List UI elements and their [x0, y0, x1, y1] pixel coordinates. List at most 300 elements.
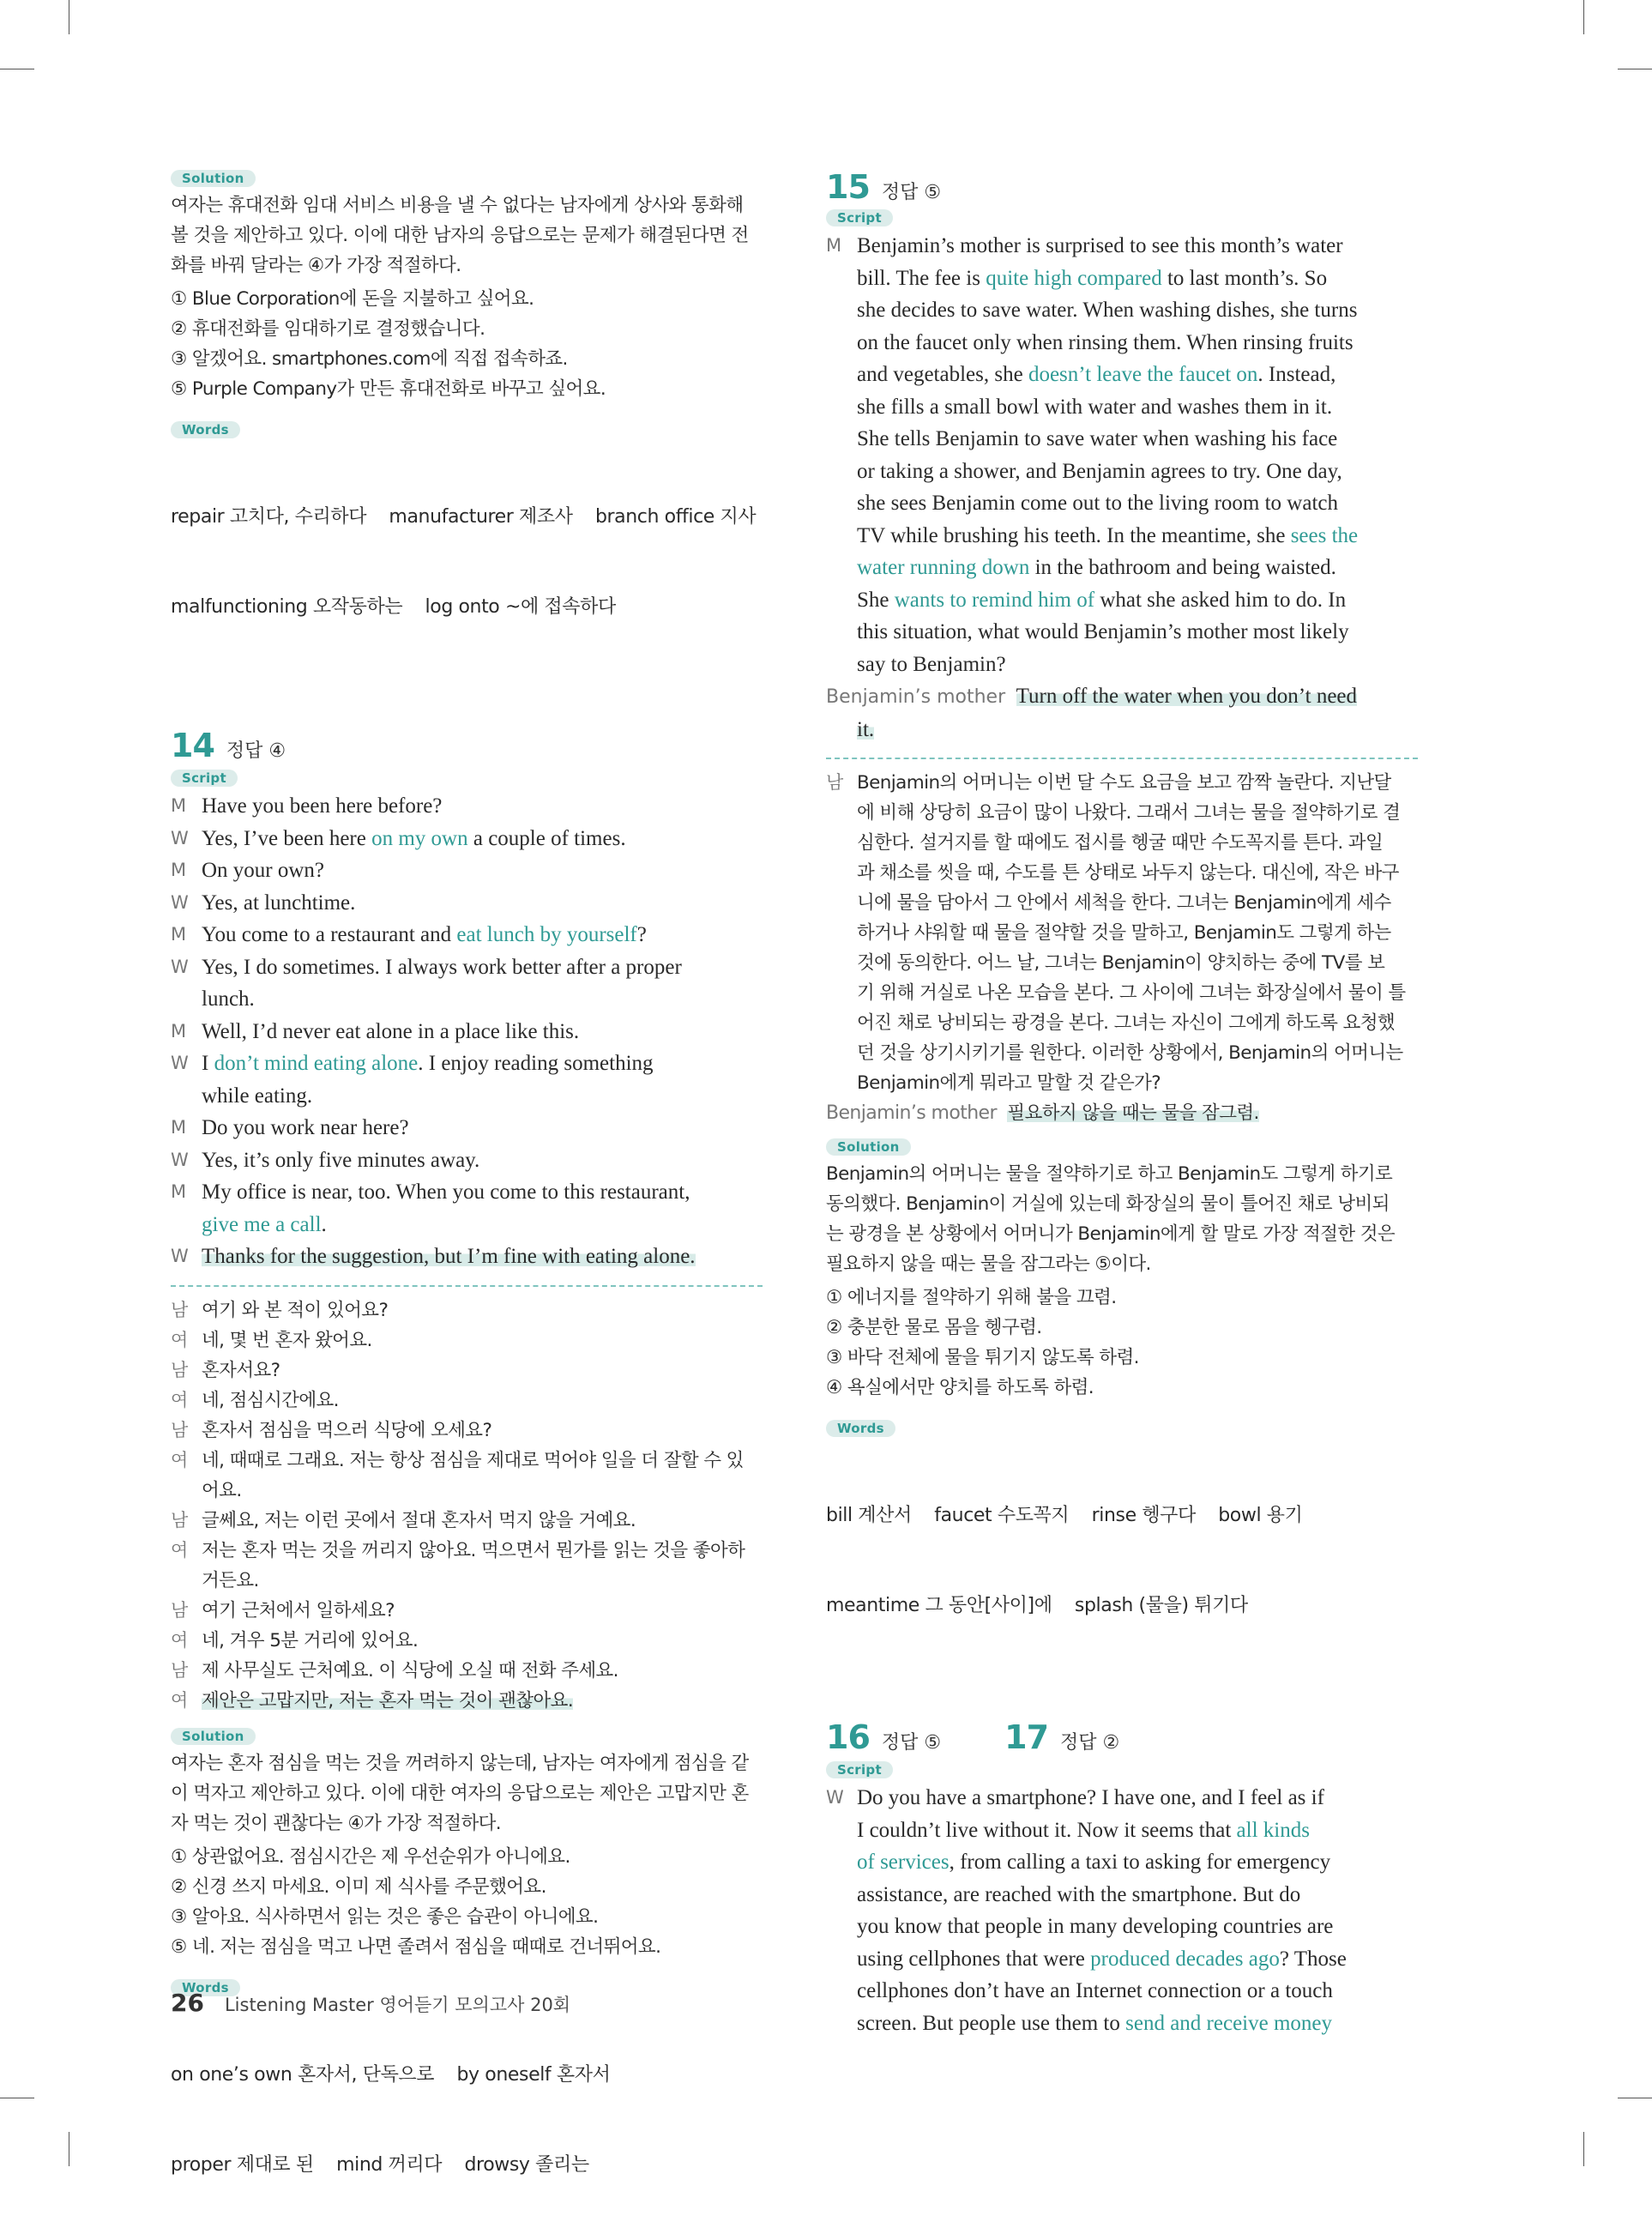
- speaker-label: [826, 1814, 857, 1847]
- text-run: Do you work near here?: [202, 1116, 409, 1139]
- script-text: [857, 487, 1418, 520]
- script-text: [857, 552, 1418, 584]
- solution-line: 여자는 휴대전화 임대 서비스 비용을 낼 수 없다는 남자에게 상사와 통화해: [171, 195, 744, 216]
- script-line: [171, 854, 763, 887]
- korean-line: [171, 1476, 763, 1506]
- text-run: 혼자서 점심을 먹으러 식당에 오세요?: [202, 1419, 492, 1441]
- korean-text: [202, 1355, 763, 1386]
- script-text: [202, 1048, 763, 1080]
- speaker-label: 여: [171, 1689, 188, 1711]
- option-item: ② 휴대전화를 임대하기로 결정했습니다.: [171, 318, 485, 340]
- speaker-label: M: [171, 795, 187, 816]
- text-run: lunch.: [202, 987, 255, 1011]
- solution-line: 이 먹자고 제안하고 있다. 이에 대한 여자의 응답으로는 제안은 고맙지만 혼: [171, 1782, 749, 1804]
- script-text: [857, 2008, 1418, 2040]
- korean-line: [171, 1686, 763, 1716]
- script-line: [826, 552, 1418, 584]
- script-line: [826, 1846, 1418, 1879]
- speaker-label: [826, 263, 857, 295]
- question-number: 16: [826, 1718, 870, 1756]
- words-list: [171, 2000, 763, 2240]
- speaker-label: [171, 983, 202, 1016]
- solution-line: Benjamin의 어머니는 물을 절약하기로 하고 Benjamin도 그렇게 하기로: [826, 1163, 1393, 1185]
- script-text: [857, 1911, 1418, 1943]
- solution-line: 자 먹는 것이 괜찮다는 ④가 가장 적절하다.: [171, 1812, 502, 1834]
- korean-text: [202, 1325, 763, 1355]
- key-phrase: water running down: [857, 556, 1030, 579]
- script-line: [826, 294, 1418, 327]
- korean-line: [171, 1566, 763, 1596]
- text-run: Yes, it’s only five minutes away.: [202, 1148, 480, 1172]
- script-line: [171, 1209, 763, 1241]
- korean-text: [202, 1416, 763, 1446]
- korean-line: Benjamin의 어머니는 이번 달 수도 요금을 보고 깜짝 놀란다. 지난달: [857, 772, 1391, 794]
- text-run: a couple of times.: [467, 826, 626, 850]
- key-phrase: produced decades ago: [1090, 1947, 1280, 1971]
- key-phrase: of services: [857, 1851, 950, 1874]
- script-line: [171, 823, 763, 855]
- words-tag: Words: [171, 1979, 240, 1996]
- solution-tag: Solution: [171, 1728, 256, 1745]
- text-run: TV while brushing his teeth. In the meantime, she: [857, 523, 1291, 547]
- options-list: [171, 1842, 763, 1962]
- option-item: ③ 바닥 전체에 물을 튀기지 않도록 하렴.: [826, 1347, 1139, 1368]
- speaker-label: [826, 584, 857, 617]
- script-text: [857, 1782, 1418, 1814]
- korean-text: [202, 1686, 763, 1716]
- speaker-label: M: [171, 924, 187, 945]
- korean-line: 던 것을 상기시키기를 원한다. 이러한 상황에서, Benjamin의 어머니는: [857, 1042, 1403, 1064]
- key-phrase: sees the: [1290, 523, 1359, 547]
- korean-line: [171, 1446, 763, 1476]
- text-run: 제 사무실도 근처예요. 이 식당에 오실 때 전화 주세요.: [202, 1659, 618, 1682]
- speaker-label: 남: [171, 1419, 188, 1440]
- question-header: [826, 1718, 1418, 1756]
- solution-text: [826, 1159, 1418, 1279]
- divider: [826, 758, 1418, 759]
- script-line: [171, 919, 763, 951]
- words-list: [171, 442, 763, 682]
- text-run: cellphones don’t have an Internet connection or a touch: [857, 1979, 1333, 2002]
- speaker-label: W: [171, 956, 189, 977]
- script-line: [171, 1176, 763, 1209]
- text-run: 네, 겨우 5분 거리에 있어요.: [202, 1629, 419, 1651]
- text-run: you know that people in many developing countries are: [857, 1915, 1334, 1938]
- text-run: this situation, what would Benjamin’s mother most likely: [857, 620, 1349, 643]
- korean-text: [202, 1506, 763, 1536]
- speaker-label: 남: [826, 772, 843, 793]
- speaker-label: 여: [171, 1329, 188, 1350]
- text-run: bill. The fee is: [857, 266, 986, 290]
- korean-text: [202, 1656, 763, 1686]
- korean-line: 것에 동의한다. 어느 날, 그녀는 Benjamin이 양치하는 중에 TV를 보: [857, 952, 1385, 974]
- option-item: ③ 알아요. 식사하면서 읽는 것은 좋은 습관이 아니에요.: [171, 1905, 599, 1928]
- option-item: ② 신경 쓰지 마세요. 이미 제 식사를 주문했어요.: [171, 1875, 546, 1898]
- speaker-label: 남: [171, 1509, 188, 1531]
- speaker-label: W: [171, 1246, 189, 1266]
- speaker-label: W: [171, 827, 189, 848]
- script-text: [857, 584, 1418, 617]
- script-line: [826, 1911, 1418, 1943]
- q13-words-section: [171, 421, 763, 682]
- text-run: I couldn’t live without it. Now it seems that: [857, 1818, 1237, 1842]
- key-phrase: doesn’t leave the faucet on: [1028, 363, 1258, 386]
- korean-line: 하거나 샤워할 때 물을 절약할 것을 말하고, Benjamin도 그렇게 하는: [857, 922, 1391, 944]
- speaker-label: [826, 1846, 857, 1879]
- script-text: [202, 854, 763, 887]
- speaker-label: M: [171, 1020, 187, 1042]
- korean-line: 에 비해 상당히 요금이 많이 나왔다. 그래서 그녀는 물을 절약하기로 결: [857, 802, 1401, 824]
- script-line: [171, 1112, 763, 1144]
- answer-text: Turn off the water when you don’t need: [1016, 685, 1358, 708]
- question-15: [826, 168, 1418, 1681]
- speaker-label: [826, 391, 857, 424]
- script-line: [171, 1241, 763, 1273]
- text-run: and vegetables, she: [857, 363, 1028, 386]
- speaker-label: 여: [171, 1449, 188, 1470]
- page-number: 26: [171, 1989, 204, 2017]
- korean-translation: [826, 768, 1418, 1098]
- korean-text: [202, 1446, 763, 1476]
- text-run: Do you have a smartphone? I have one, and I feel as if: [857, 1786, 1324, 1809]
- script-text: [857, 1846, 1418, 1879]
- speaker-label: [826, 487, 857, 520]
- script-text: [202, 887, 763, 920]
- solution-line: 볼 것을 제안하고 있다. 이에 대한 남자의 응답으로는 문제가 해결된다면 전: [171, 225, 749, 246]
- script-line: [826, 1975, 1418, 2008]
- korean-line: Benjamin에게 뭐라고 말할 것 같은가?: [857, 1072, 1161, 1094]
- q14-solution-section: [171, 1728, 763, 1962]
- korean-text: [202, 1596, 763, 1626]
- text-run: on the faucet only when rinsing them. When rinsing fruits: [857, 330, 1354, 354]
- script-text: [202, 1144, 763, 1177]
- text-run: 네, 때때로 그래요. 저는 항상 점심을 제대로 먹어야 일을 더 잘할 수 있: [202, 1449, 744, 1471]
- korean-text: [857, 768, 1418, 1098]
- korean-text: [202, 1566, 763, 1596]
- words-line: bill 계산서 faucet 수도꼭지 rinse 헹구다 bowl 용기: [826, 1505, 1303, 1526]
- script-line: [171, 887, 763, 920]
- speaker-label: [826, 552, 857, 584]
- script-text: [857, 1943, 1418, 1976]
- text-run: 네, 점심시간에요.: [202, 1389, 339, 1411]
- script-text: [857, 423, 1418, 456]
- speaker-label: [826, 1975, 857, 2008]
- korean-line: [171, 1536, 763, 1566]
- q13-solution-section: [171, 170, 763, 404]
- script-line: [171, 790, 763, 823]
- speaker-label: [171, 1476, 202, 1506]
- script-monologue: [826, 230, 1418, 680]
- text-run: You come to a restaurant and: [202, 923, 457, 946]
- script-line: [826, 230, 1418, 263]
- text-run: in the bathroom and being waisted.: [1029, 556, 1336, 579]
- option-item: ② 충분한 물로 몸을 헹구렴.: [826, 1317, 1042, 1338]
- korean-answer-line: [826, 1098, 1418, 1128]
- words-line: proper 제대로 된 mind 꺼리다 drowsy 졸리는: [171, 2153, 589, 2176]
- script-tag: Script: [826, 209, 893, 226]
- speaker-label: [826, 423, 857, 456]
- speaker-label: [826, 327, 857, 359]
- key-phrase: quite high compared: [986, 266, 1162, 290]
- script-line: [826, 520, 1418, 552]
- text-run: Yes, at lunchtime.: [202, 891, 356, 915]
- korean-line: [171, 1355, 763, 1386]
- words-line: repair 고치다, 수리하다 manufacturer 제조사 branch office 지사: [171, 506, 757, 528]
- script-monologue: [826, 1782, 1418, 2039]
- text-run: 저는 혼자 먹는 것을 꺼리지 않아요. 먹으면서 뭔가를 읽는 것을 좋아하: [202, 1539, 745, 1561]
- script-text: [202, 1016, 763, 1048]
- korean-text: [202, 1536, 763, 1566]
- option-item: ① Blue Corporation에 돈을 지불하고 싶어요.: [171, 288, 534, 310]
- script-text: [202, 1080, 763, 1113]
- speaker-label: [826, 616, 857, 649]
- speaker-label: M: [171, 860, 187, 880]
- speaker-label: [826, 1879, 857, 1911]
- q15-words-section: [826, 1420, 1418, 1681]
- option-item: ⑤ Purple Company가 만든 휴대전화로 바꾸고 싶어요.: [171, 378, 606, 400]
- solution-line: 여자는 혼자 점심을 먹는 것을 꺼려하지 않는데, 남자는 여자에게 점심을 같: [171, 1752, 749, 1774]
- script-line: [826, 456, 1418, 488]
- script-line: [826, 584, 1418, 617]
- speaker-label: M: [171, 1117, 187, 1138]
- korean-line: [171, 1656, 763, 1686]
- answer-label: 정답 ⑤: [881, 182, 942, 203]
- text-run: or taking a shower, and Benjamin agrees to try. One day,: [857, 459, 1342, 483]
- speaker-label: [171, 1566, 202, 1596]
- speaker-label: M: [826, 235, 842, 256]
- solution-tag: Solution: [826, 1138, 911, 1156]
- script-line: [826, 327, 1418, 359]
- script-line: [826, 616, 1418, 649]
- text-run: She tells Benjamin to save water when washing his face: [857, 427, 1338, 450]
- script-line: [826, 1782, 1418, 1814]
- script-text: [857, 294, 1418, 327]
- speaker-label: [826, 649, 857, 681]
- text-run: using cellphones that were: [857, 1947, 1091, 1971]
- script-line: [826, 1814, 1418, 1847]
- script-text: [857, 1879, 1418, 1911]
- script-line: [826, 1943, 1418, 1976]
- speaker-label: [826, 1943, 857, 1976]
- script-line: [171, 983, 763, 1016]
- text-run: I: [202, 1052, 214, 1075]
- words-line: on one’s own 혼자서, 단독으로 by oneself 혼자서: [171, 2063, 611, 2086]
- question-number: 17: [1004, 1718, 1049, 1756]
- script-text: [202, 983, 763, 1016]
- option-item: ① 에너지를 절약하기 위해 불을 끄렴.: [826, 1287, 1117, 1308]
- korean-text: [202, 1295, 763, 1325]
- option-item: ③ 알겠어요. smartphones.com에 직접 접속하죠.: [171, 348, 568, 370]
- text-run: 여기 와 본 적이 있어요?: [202, 1299, 389, 1321]
- korean-line: [171, 1596, 763, 1626]
- text-run: . I enjoy reading something: [418, 1052, 654, 1075]
- speaker-label: [171, 1080, 202, 1113]
- text-run: say to Benjamin?: [857, 652, 1006, 676]
- text-run: She: [857, 588, 895, 612]
- korean-text: [202, 1626, 763, 1656]
- solution-text: [171, 190, 763, 281]
- script-text: [857, 327, 1418, 359]
- answer-label: 정답 ④: [226, 740, 286, 762]
- answer-text: Thanks for the suggestion, but I’m fine with eating alone.: [202, 1245, 696, 1268]
- text-run: what she asked him to do. In: [1094, 588, 1347, 612]
- speaker-label: [826, 520, 857, 552]
- korean-line: [171, 1386, 763, 1416]
- speaker-label: [826, 294, 857, 327]
- script-text: [857, 520, 1418, 552]
- speaker-label: [826, 2008, 857, 2040]
- script-tag: Script: [171, 770, 238, 787]
- korean-text: [202, 1476, 763, 1506]
- korean-translation: [171, 1295, 763, 1716]
- text-run: On your own?: [202, 859, 325, 882]
- page-footer: [171, 1989, 570, 2017]
- text-run: 어요.: [202, 1479, 242, 1501]
- text-run: My office is near, too. When you come to this restaurant,: [202, 1180, 690, 1204]
- text-run: she sees Benjamin come out to the living room to watch: [857, 492, 1338, 515]
- question-number: 14: [171, 727, 214, 764]
- speaker-label: W: [171, 891, 189, 913]
- key-phrase: eat lunch by yourself: [456, 923, 637, 946]
- solution-line: 필요하지 않을 때는 물을 잠그라는 ⑤이다.: [826, 1253, 1151, 1275]
- answer-speaker: Benjamin’s mother: [826, 1102, 997, 1124]
- script-text: [857, 616, 1418, 649]
- words-tag: Words: [826, 1420, 895, 1437]
- q15-solution-section: [826, 1138, 1418, 1403]
- text-run: .: [321, 1212, 327, 1236]
- answer-speaker: Benjamin’s mother: [826, 686, 1006, 708]
- script-text: [857, 1975, 1418, 2008]
- book-title: Listening Master 영어듣기 모의고사 20회: [224, 1995, 571, 2015]
- words-tag: Words: [171, 421, 240, 438]
- korean-line: 심한다. 설거지를 할 때에도 접시를 헹굴 때만 수도꼭지를 튼다. 과일: [857, 832, 1384, 854]
- answer-text: it.: [857, 717, 875, 741]
- script-line: [826, 359, 1418, 391]
- question-header: [826, 168, 1418, 206]
- script-line: [826, 1879, 1418, 1911]
- korean-line: [171, 1506, 763, 1536]
- speaker-label: [826, 456, 857, 488]
- text-run: Yes, I’ve been here: [202, 826, 372, 850]
- speaker-label: 여: [171, 1629, 188, 1651]
- script-line: [171, 1016, 763, 1048]
- answer-line: [826, 680, 1418, 746]
- script-tag: Script: [826, 1761, 893, 1778]
- script-text: [857, 456, 1418, 488]
- text-run: while eating.: [202, 1084, 313, 1108]
- text-run: 글쎄요, 저는 이런 곳에서 절대 혼자서 먹지 않을 거예요.: [202, 1509, 636, 1531]
- divider: [171, 1285, 763, 1287]
- options-list: [171, 284, 763, 404]
- script-text: [202, 1112, 763, 1144]
- key-phrase: on my own: [371, 826, 468, 850]
- words-list: [826, 1440, 1418, 1681]
- script-text: [202, 1241, 763, 1273]
- answer-label: 정답 ⑤: [881, 1732, 942, 1754]
- speaker-label: M: [171, 1181, 187, 1202]
- text-run: , from calling a taxi to asking for emergency: [949, 1851, 1331, 1874]
- script-dialogue: [171, 790, 763, 1273]
- script-text: [202, 951, 763, 984]
- text-run: 네, 몇 번 혼자 왔어요.: [202, 1329, 372, 1351]
- script-text: [857, 1814, 1418, 1847]
- script-text: [202, 919, 763, 951]
- text-run: Benjamin’s mother is surprised to see this month’s water: [857, 234, 1343, 257]
- text-run: assistance, are reached with the smartphone. But do: [857, 1882, 1301, 1906]
- words-line: meantime 그 동안[사이]에 splash (물을) 튀기다: [826, 1595, 1248, 1616]
- words-line: malfunctioning 오작동하는 log onto ~에 접속하다: [171, 596, 616, 618]
- solution-line: 동의했다. Benjamin이 거실에 있는데 화장실의 물이 틀어진 채로 낭비되: [826, 1193, 1390, 1215]
- korean-line: 과 채소를 씻을 때, 수도를 튼 상태로 놔두지 않는다. 대신에, 작은 바구: [857, 862, 1399, 884]
- speaker-label: W: [171, 1149, 189, 1170]
- option-item: ① 상관없어요. 점심시간은 제 우선순위가 아니에요.: [171, 1845, 570, 1868]
- korean-line: 어진 채로 낭비되는 광경을 본다. 그녀는 자신이 그에게 하도록 요청했: [857, 1012, 1396, 1034]
- script-text: [202, 790, 763, 823]
- crop-mark-bottom-right-v: [1583, 2132, 1584, 2166]
- text-run: Well, I’d never eat alone in a place like this.: [202, 1019, 580, 1043]
- script-line: [171, 1080, 763, 1113]
- script-line: [171, 951, 763, 984]
- question-16-17: [826, 1718, 1418, 2039]
- solution-line: 는 광경을 본 상황에서 어머니가 Benjamin에게 할 말로 가장 적절한 것은: [826, 1223, 1396, 1245]
- text-run: . Instead,: [1257, 363, 1336, 386]
- script-line: [826, 423, 1418, 456]
- key-phrase: give me a call: [202, 1212, 322, 1236]
- script-line: [171, 1144, 763, 1177]
- script-line: [171, 1048, 763, 1080]
- text-run: she fills a small bowl with water and washes them in it.: [857, 395, 1333, 419]
- solution-line: 화를 바꿔 달라는 ④가 가장 적절하다.: [171, 255, 461, 276]
- speaker-label: 여: [171, 1539, 188, 1561]
- script-line: [826, 263, 1418, 295]
- text-run: to last month’s. So: [1161, 266, 1328, 290]
- script-text: [857, 263, 1418, 295]
- text-run: 여기 근처에서 일하세요?: [202, 1599, 395, 1621]
- answer-text: 제안은 고맙지만, 저는 혼자 먹는 것이 괜찮아요.: [202, 1689, 574, 1712]
- crop-mark-top-right-v: [1583, 0, 1584, 34]
- korean-answer-text: 필요하지 않을 때는 물을 잠그렴.: [1007, 1102, 1259, 1124]
- text-run: screen. But people use them to: [857, 2011, 1126, 2035]
- text-run: Have you been here before?: [202, 794, 443, 818]
- key-phrase: don’t mind eating alone: [214, 1052, 419, 1075]
- korean-line: 기 위해 거실로 나온 모습을 본다. 그 사이에 그녀는 화장실에서 물이 틀: [857, 982, 1406, 1004]
- text-run: 혼자서요?: [202, 1359, 280, 1381]
- script-text: [857, 649, 1418, 681]
- q14-words-section: [171, 1979, 763, 2240]
- text-run: 거든요.: [202, 1569, 259, 1591]
- korean-line: [171, 1416, 763, 1446]
- speaker-label: [171, 1209, 202, 1241]
- speaker-label: [826, 359, 857, 391]
- left-column: [171, 170, 763, 2240]
- speaker-label: [826, 1911, 857, 1943]
- speaker-label: 남: [171, 1659, 188, 1681]
- korean-line: [171, 1295, 763, 1325]
- options-list: [826, 1283, 1418, 1403]
- text-run: ? Those: [1279, 1947, 1347, 1971]
- speaker-label: 남: [171, 1599, 188, 1621]
- key-phrase: send and receive money: [1125, 2011, 1332, 2035]
- korean-line: 니에 물을 담아서 그 안에서 세척을 한다. 그녀는 Benjamin에게 세수: [857, 892, 1391, 914]
- korean-text: [202, 1386, 763, 1416]
- speaker-label: W: [171, 1053, 189, 1073]
- script-line: [826, 649, 1418, 681]
- script-text: [857, 359, 1418, 391]
- speaker-label: W: [826, 1787, 844, 1808]
- script-text: [202, 1209, 763, 1241]
- answer-label: 정답 ②: [1060, 1732, 1120, 1754]
- text-run: Yes, I do sometimes. I always work better after a proper: [202, 955, 682, 979]
